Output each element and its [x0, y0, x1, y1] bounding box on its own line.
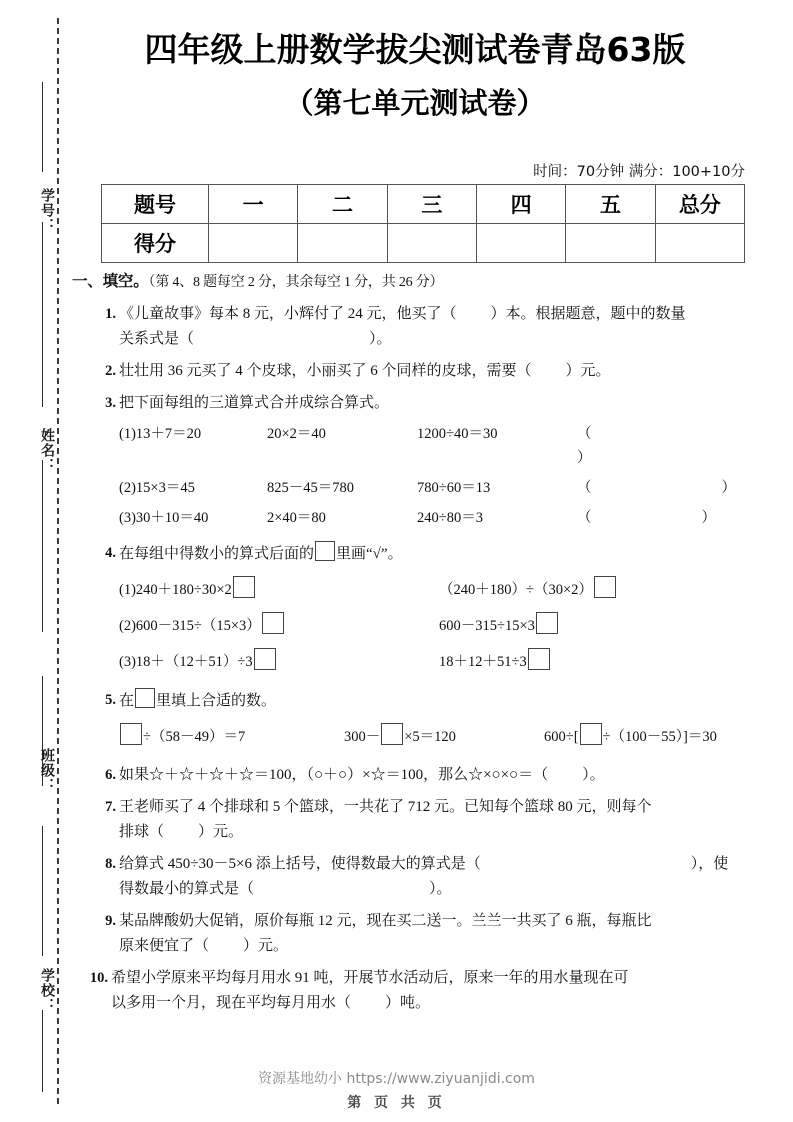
question-text-part: ）。: [369, 331, 392, 347]
eq-expression: 600÷[: [544, 729, 579, 745]
checkbox-square[interactable]: [254, 648, 276, 670]
eq-expression: (3)18＋（12＋51）÷3: [119, 654, 253, 670]
question-number: 2.: [105, 363, 116, 379]
eq-expression: 2×40＝80: [267, 510, 326, 526]
answer-box[interactable]: [580, 723, 602, 745]
eq-label: (2): [119, 480, 136, 496]
question-text-part: ）。: [429, 881, 452, 897]
score-cell-total[interactable]: [655, 224, 744, 263]
equation-row: [119, 422, 744, 470]
question-number: 10.: [89, 970, 108, 986]
score-cell-5[interactable]: [566, 224, 655, 263]
eq-expression: 1200÷40＝30: [417, 426, 498, 442]
table-row-scores: [102, 224, 745, 263]
answer-box[interactable]: [120, 723, 142, 745]
checkbox-square[interactable]: [536, 612, 558, 634]
question-text-part: 里画“√”。: [336, 546, 403, 562]
table-row-header: [102, 185, 745, 224]
checkbox-square[interactable]: [135, 688, 155, 708]
checkbox-square[interactable]: [528, 648, 550, 670]
question-text-part: 在每组中得数小的算式后面的: [119, 546, 315, 562]
footer-page-number: 第 页 共 页: [347, 1095, 446, 1111]
footer-source-watermark: 资源基地幼小 https://www.ziyuanjidi.com: [258, 1071, 535, 1087]
question-9: [72, 909, 744, 959]
eq-expression: ×5＝120: [404, 729, 456, 745]
eq-paren-close: ）: [577, 450, 592, 466]
question-3: [72, 391, 744, 530]
question-text-part: ）元。: [565, 363, 611, 379]
margin-solid-segment: [42, 826, 43, 956]
question-6: [72, 763, 744, 788]
question-5: [72, 688, 744, 750]
question-2: [72, 359, 744, 384]
eq-expression: (1)240＋180÷30×2: [119, 582, 232, 598]
question-number: 7.: [105, 799, 116, 815]
question-text-line: [111, 991, 744, 1016]
question-number: 1.: [105, 306, 116, 322]
answer-box[interactable]: [381, 723, 403, 745]
question-text-part: 得数最小的算式是（: [119, 881, 255, 897]
eq-paren-open: （: [577, 426, 592, 442]
question-text-line: 王老师买了 4 个排球和 5 个篮球，一共花了 712 元。已知每个篮球 80 元，则每个: [119, 799, 652, 815]
margin-label-school: 学校：: [39, 968, 55, 1013]
checkbox-square[interactable]: [594, 576, 616, 598]
page-subtitle: （第七单元测试卷）: [284, 86, 546, 120]
question-text-line: [119, 852, 744, 877]
question-text-line: [119, 359, 744, 384]
question-text-part: 在: [119, 693, 135, 709]
question-10: [72, 966, 744, 1016]
score-table-col-1: 一: [209, 185, 298, 224]
question-text-part: ）本。根据题意，题中的数量: [490, 306, 686, 322]
choice-row: [119, 648, 744, 675]
equation-row: [119, 723, 744, 750]
eq-expression: 20×2＝40: [267, 426, 326, 442]
choice-row: [119, 576, 744, 603]
question-number: 4.: [105, 545, 116, 561]
choice-row: [119, 612, 744, 639]
score-table-col-total: 总分: [655, 185, 744, 224]
checkbox-square[interactable]: [262, 612, 284, 634]
question-text-part: 壮壮用 36 元买了 4 个皮球，小丽买了 6 个同样的皮球，需要（: [119, 363, 532, 379]
question-text-part: ）元。: [198, 824, 244, 840]
eq-expression: 825－45＝780: [267, 480, 354, 496]
margin-label-name: 姓名：: [39, 428, 55, 473]
eq-expression: ÷（100－55）]＝30: [602, 729, 717, 745]
margin-solid-segment: [42, 82, 43, 172]
eq-paren-open: （: [577, 480, 592, 496]
page-title-block: [70, 28, 760, 124]
question-text-line: [119, 934, 744, 959]
question-text-part: 原来便宜了（: [119, 938, 210, 954]
question-prompt: [119, 688, 744, 714]
eq-expression: 600－315÷15×3: [439, 618, 535, 634]
eq-expression: 13＋7＝20: [135, 426, 202, 442]
question-number: 5.: [105, 692, 116, 708]
question-text-line: 某品牌酸奶大促销，原价每瓶 12 元，现在买二送一。兰兰一共买了 6 瓶，每瓶比: [119, 913, 652, 929]
eq-expression: 300－: [344, 729, 381, 745]
question-text-line: [119, 302, 744, 327]
question-text-part: 《儿童故事》每本 8 元，小辉付了 24 元，他买了（: [119, 306, 457, 322]
question-number: 9.: [105, 913, 116, 929]
question-text-part: 如果☆＋☆＋☆＋☆＝100，（○＋○）×☆＝100，那么☆×○×○＝（: [119, 767, 549, 783]
eq-expression: 780÷60＝13: [417, 480, 491, 496]
margin-dashed-line: [57, 18, 59, 1104]
checkbox-square[interactable]: [233, 576, 255, 598]
question-4: [72, 541, 744, 675]
eq-paren-open: （: [577, 510, 592, 526]
equation-row: [119, 476, 744, 500]
section-title: 一、填空。: [72, 273, 149, 290]
equation-row: [119, 506, 744, 530]
question-number: 3.: [105, 395, 116, 411]
question-1: [72, 302, 744, 352]
question-text-part: 里填上合适的数。: [156, 693, 277, 709]
eq-expression: ÷（58－49）＝7: [143, 729, 246, 745]
section-score-note: （第 4、8 题每空 2 分，其余每空 1 分，共 26 分）: [148, 275, 444, 290]
question-text-line: 希望小学原来平均每月用水 91 吨，开展节水活动后，原来一年的用水量现在可: [111, 970, 629, 986]
eq-paren-close: ）: [721, 480, 736, 496]
question-text-part: ），使: [690, 856, 729, 872]
eq-expression: （240＋180）÷（30×2）: [439, 582, 593, 598]
eq-expression: 240÷80＝3: [417, 510, 483, 526]
question-prompt: 把下面每组的三道算式合并成综合算式。: [119, 395, 390, 411]
margin-solid-segment: [42, 460, 43, 632]
question-number: 8.: [105, 856, 116, 872]
question-text-part: 给算式 450÷30－5×6 添上括号，使得数最大的算式是（: [119, 856, 481, 872]
margin-label-student-id: 学号：: [39, 188, 55, 233]
score-table-col-5: 五: [566, 185, 655, 224]
checkbox-square[interactable]: [315, 541, 335, 561]
eq-expression: (2)600－315÷（15×3）: [119, 618, 261, 634]
question-text-part: ）吨。: [385, 995, 431, 1011]
question-text-line: [119, 877, 744, 902]
page-title: 四年级上册数学拔尖测试卷青岛63版: [144, 30, 686, 69]
score-table-row-label: 得分: [102, 224, 209, 263]
score-table-col-3: 三: [387, 185, 476, 224]
score-table-col-4: 四: [476, 185, 565, 224]
score-table-row-label: 题号: [102, 185, 209, 224]
eq-label: (3): [119, 510, 136, 526]
score-cell-3[interactable]: [387, 224, 476, 263]
question-text-part: ）元。: [243, 938, 289, 954]
margin-label-class: 班级：: [39, 748, 55, 793]
question-text-part: 关系式是（: [119, 331, 195, 347]
question-text-part: ）。: [582, 767, 605, 783]
exam-content: [72, 270, 744, 1016]
eq-paren-close: ）: [701, 510, 716, 526]
score-table: [101, 184, 745, 263]
eq-expression: 15×3＝45: [135, 480, 195, 496]
question-text-line: [119, 820, 744, 845]
exam-meta-info: 时间：70分钟 满分：100+10分: [533, 164, 745, 180]
score-table-col-2: 二: [298, 185, 387, 224]
score-cell-2[interactable]: [298, 224, 387, 263]
score-cell-1[interactable]: [209, 224, 298, 263]
question-prompt: [119, 541, 744, 567]
margin-solid-segment: [42, 222, 43, 407]
question-7: [72, 795, 744, 845]
question-number: 6.: [105, 767, 116, 783]
question-text-part: 以多用一个月，现在平均每月用水（: [111, 995, 352, 1011]
question-text-line: [119, 763, 744, 788]
score-cell-4[interactable]: [476, 224, 565, 263]
eq-expression: 18＋12＋51÷3: [439, 654, 527, 670]
section-heading-fill-in-blank: [72, 270, 744, 295]
question-8: [72, 852, 744, 902]
question-text-line: [119, 327, 744, 352]
eq-expression: 30＋10＝40: [135, 510, 209, 526]
eq-label: (1): [119, 426, 136, 442]
question-text-part: 排球（: [119, 824, 165, 840]
